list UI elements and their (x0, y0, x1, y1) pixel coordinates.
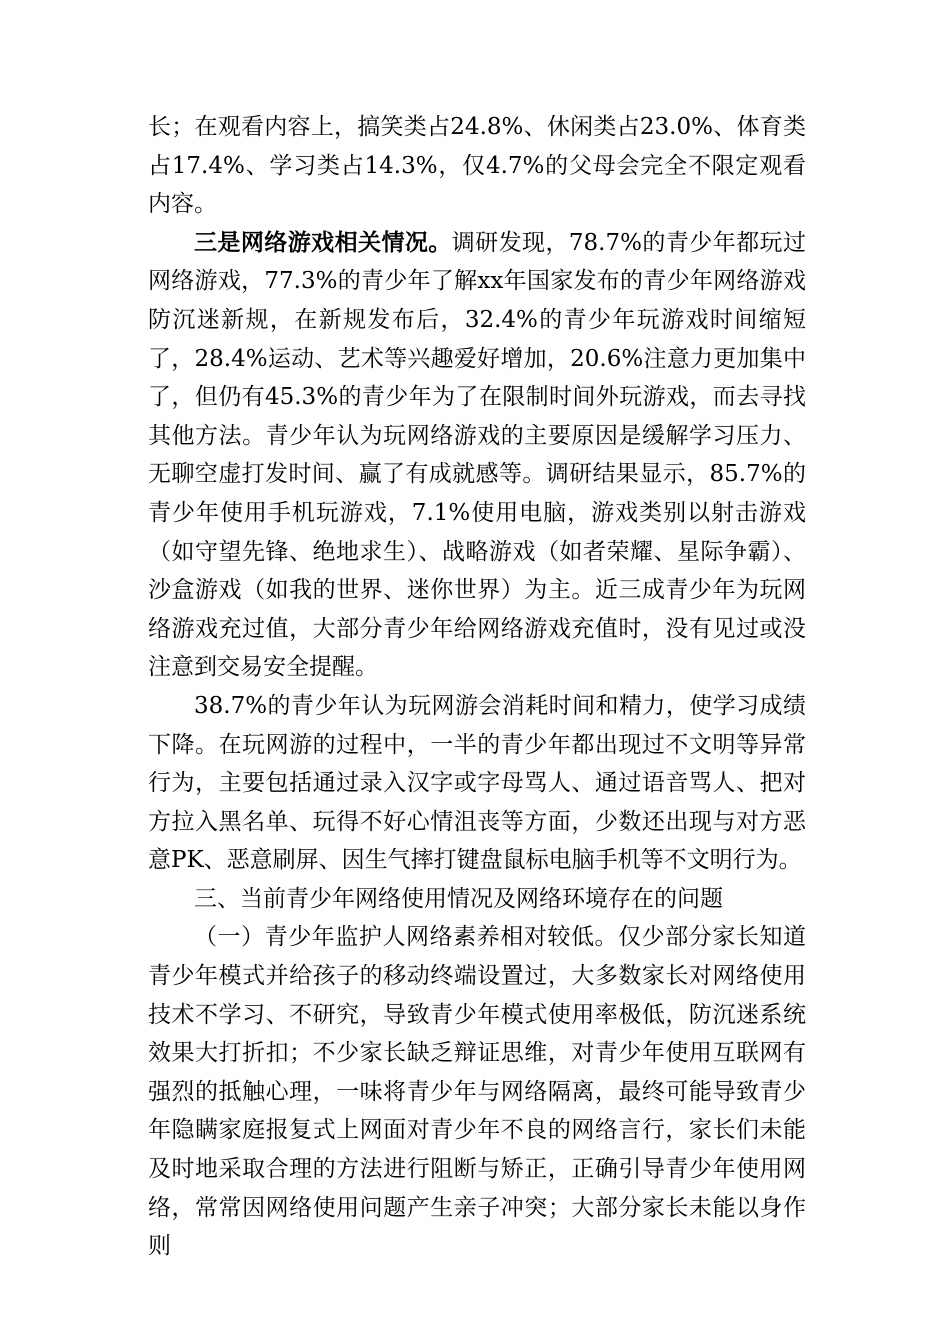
paragraph-lead-heading: 三是网络游戏相关情况。 (194, 228, 452, 256)
paragraph-text: 38.7%的青少年认为玩网游会消耗时间和精力，使学习成绩下降。在玩网游的过程中，一半的青少年都出现过不文明等异常行为，主要包括通过录入汉字或字母骂人、通过语音骂人、把对方拉入黑名单、玩得不好心情沮丧等方面，少数还出现与对方恶意PK、恶意刷屏、因生气摔打键盘鼠标电脑手机等不文明行为。 (148, 692, 806, 874)
paragraph-text: （一）青少年监护人网络素养相对较低。仅少部分家长知道青少年模式并给孩子的移动终端设置过，大多数家长对网络使用技术不学习、不研究，导致青少年模式使用率极低，防沉迷系统效果大打折扣；不少家长缺乏辩证思维，对青少年使用互联网有强烈的抵触心理，一味将青少年与网络隔离，最终可能导致青少年隐瞒家庭报复式上网面对青少年不良的网络言行，家长们未能及时地采取合理的方法进行阻断与矫正，正确引导青少年使用网络，常常因网络使用问题产生亲子冲突；大部分家长未能以身作则 (148, 924, 806, 1260)
document-body (148, 108, 806, 1266)
paragraph-text: 调研发现，78.7%的青少年都玩过网络游戏，77.3%的青少年了解xx年国家发布的青少年网络游戏防沉迷新规，在新规发布后，32.4%的青少年玩游戏时间缩短了，28.4%运动、艺术等兴趣爱好增加，20.6%注意力更加集中了，但仍有45.3%的青少年为了在限制时间外玩游戏，而去寻找其他方法。青少年认为玩网络游戏的主要原因是缓解学习压力、无聊空虚打发时间、赢了有成就感等。调研结果显示，85.7%的青少年使用手机玩游戏，7.1%使用电脑，游戏类别以射击游戏（如守望先锋、绝地求生）、战略游戏（如者荣耀、星际争霸）、沙盒游戏（如我的世界、迷你世界）为主。近三成青少年为玩网络游戏充过值，大部分青少年给网络游戏充值时，没有见过或没注意到交易安全提醒。 (148, 229, 806, 681)
section-heading-text: 三、当前青少年网络使用情况及网络环境存在的问题 (194, 885, 723, 912)
paragraph-viewing-content (148, 108, 806, 224)
paragraph-guardian-literacy (148, 918, 806, 1265)
section-heading-problems (148, 880, 806, 919)
paragraph-text: 长；在观看内容上，搞笑类占24.8%、休闲类占23.0%、体育类占17.4%、学习类占14.3%，仅4.7%的父母会完全不限定观看内容。 (148, 114, 806, 218)
paragraph-game-impact (148, 687, 806, 880)
paragraph-online-games (148, 224, 806, 687)
